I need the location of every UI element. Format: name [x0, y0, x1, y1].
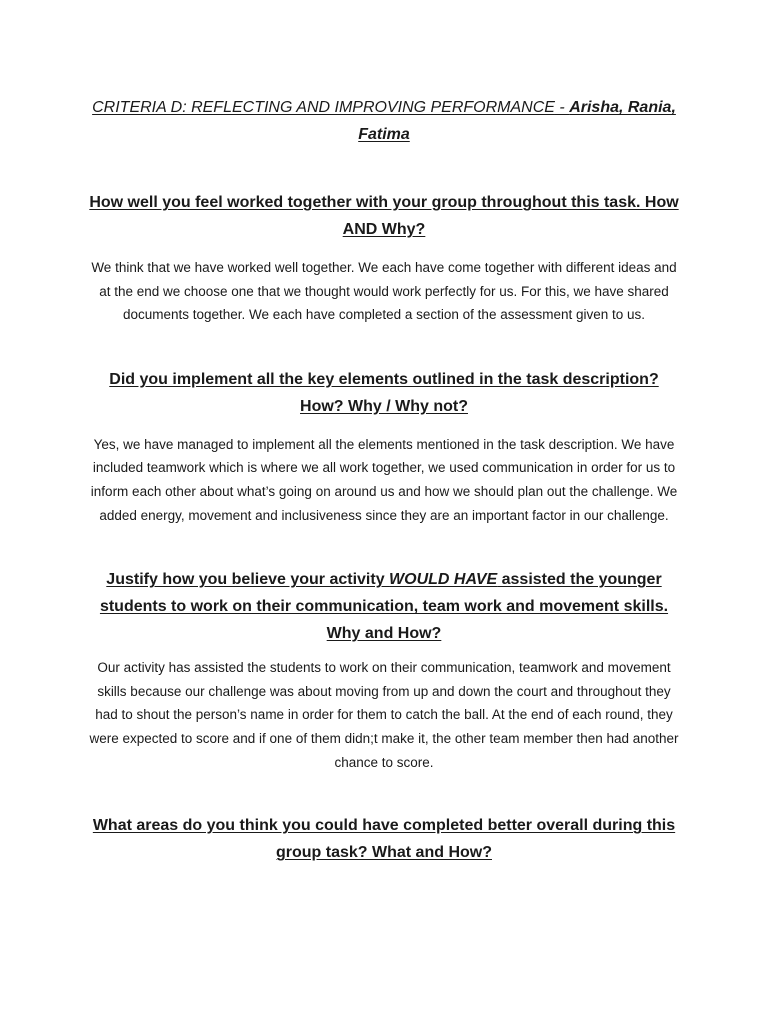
title-separator: - — [554, 99, 570, 116]
title-authors: Arisha, Rania, Fatima — [358, 99, 676, 143]
section-3-heading-after: assisted the younger students to work on their communication, team work and movement skills. Why and How? — [99, 571, 669, 643]
section-2-body: Yes, we have managed to implement all the elements mentioned in the task description. We have included teamwork which is where we all work together, we used communication in order for us to inform each other about what’s going on around us and how we should plan out the challenge. We added energy, movement and inclusiveness since they are an important factor in our challenge. — [90, 436, 678, 523]
section-4-heading: What areas do you think you could have completed better overall during this group task? What and How? — [92, 817, 676, 862]
section-3-heading-emphasis: WOULD HAVE — [389, 571, 498, 589]
title-main: CRITERIA D: REFLECTING AND IMPROVING PERFORMANCE — [92, 99, 555, 116]
document-title — [88, 0, 680, 148]
section-3-heading-before: Justify how you believe your activity — [106, 571, 390, 589]
section-1-heading: How well you feel worked together with your group throughout this task. How AND Why? — [89, 194, 679, 238]
section-3-body: Our activity has assisted the students to work on their communication, teamwork and movement skills because our challenge was about moving from up and down the court and throughout they had to shout the person’s name in order for them to catch the ball. At the end of each round, they were expected to score and if one of them didn;t make it, the other team member then had another chance to score. — [89, 660, 679, 770]
section-3-heading — [88, 566, 680, 647]
section-1-body: We think that we have worked well together. We each have come together with different ideas and at the end we choose one that we thought would work perfectly for us. For this, we have shared documents together. We each have completed a section of the assessment given to us. — [91, 260, 677, 323]
section-2-heading: Did you implement all the key elements outlined in the task description? How? Why / Why not? — [109, 370, 659, 415]
